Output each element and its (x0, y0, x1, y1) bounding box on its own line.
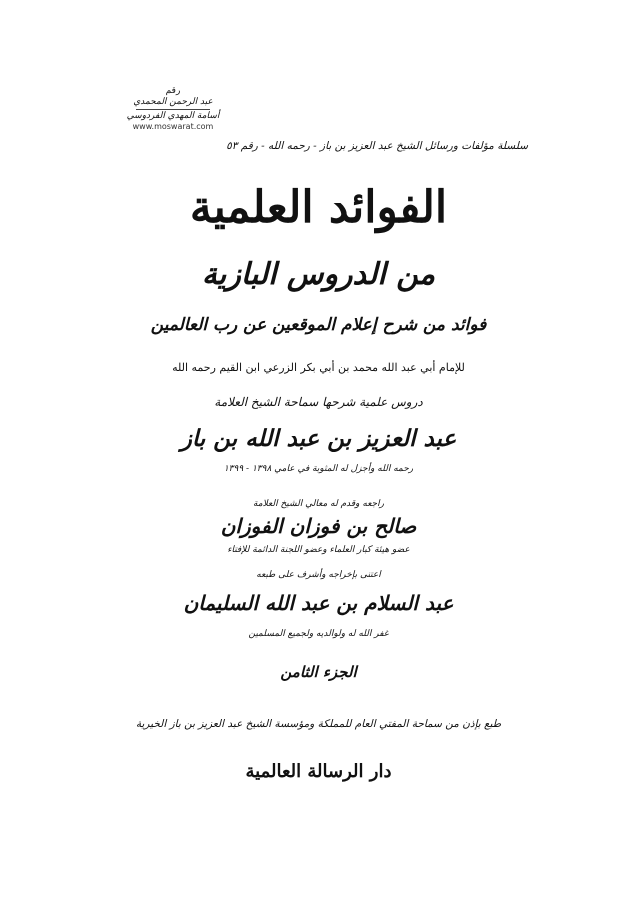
stamp-name-2: أسامة المهدي الفردوسي (126, 111, 220, 121)
sheikh-dates: رحمه الله وأجزل له المثوبة في عامي ١٣٩٨ - ١٣٩٩ (223, 464, 414, 474)
stamp-number-label: رقم (165, 86, 181, 96)
editor-name: عبد السلام بن عبد الله السليمان (183, 591, 454, 615)
stamp-divider (136, 109, 210, 110)
reviewed-by-line: راجعه وقدم له معالي الشيخ العلامة (253, 499, 384, 509)
series-line: سلسلة مؤلفات ورسائل الشيخ عبد العزيز بن باز - رحمه الله - رقم ٥٣ (226, 140, 528, 152)
volume-part: الجزء الثامن (280, 663, 357, 681)
library-stamp (118, 86, 228, 132)
stamp-name-1: عبد الرحمن المحمدي (133, 97, 213, 107)
stamp-website: www.moswarat.com (132, 122, 214, 131)
reviewer-description: عضو هيئة كبار العلماء وعضو اللجنة الدائمة للإفتاء (227, 545, 410, 555)
publisher-name: دار الرسالة العالمية (245, 761, 392, 782)
reviewer-name: صالح بن فوزان الفوزان (220, 514, 417, 538)
sheikh-name: عبد العزيز بن عبد الله بن باز (180, 425, 457, 452)
book-title: الفوائد العلمية (189, 182, 448, 233)
editor-description: غفر الله له ولوالديه ولجميع المسلمين (248, 629, 389, 639)
lessons-line: دروس علمية شرحها سماحة الشيخ العلامة (214, 395, 423, 409)
original-author-line: للإمام أبي عبد الله محمد بن أبي بكر الزرعي ابن القيم رحمه الله (172, 361, 465, 374)
printing-permission-line: طبع بإذن من سماحة المفتي العام للمملكة ومؤسسة الشيخ عبد العزيز بن باز الخيرية (135, 718, 502, 730)
edited-by-line: اعتنى بإخراجه وأشرف على طبعه (256, 570, 381, 580)
book-subtitle-secondary: فوائد من شرح إعلام الموقعين عن رب العالمين (150, 315, 487, 335)
book-subtitle: من الدروس البازية (201, 257, 436, 292)
